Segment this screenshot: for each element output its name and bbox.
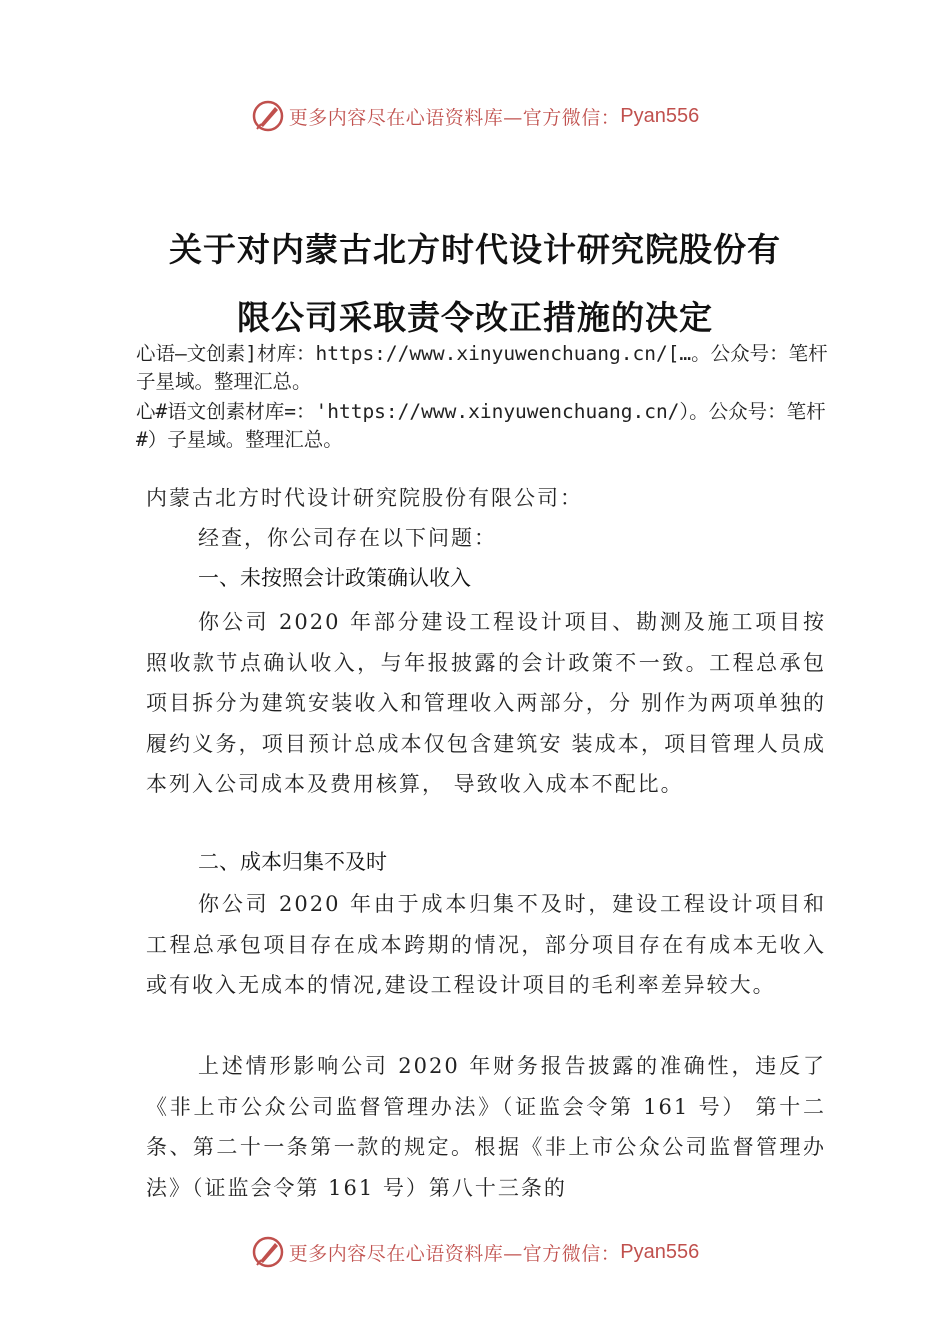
section-heading-1: 一、未按照会计政策确认收入: [198, 566, 471, 590]
paragraph-3: 上述情形影响公司 2020 年财务报告披露的准确性，违反了《非上市公众公司监督管理办法》（证监会令第 161 号） 第十二条、第二十一条第一款的规定。根据《非上市公众公司监督管理办法》（证监会令第 161 号）第八十三条的: [146, 1054, 826, 1200]
intro-line: 经查，你公司存在以下问题：: [198, 526, 497, 550]
paragraph-2: 你公司 2020 年由于成本归集不及时，建设工程设计项目和工程总承包项目存在成本跨期的情况，部分项目存在有成本无收入或有收入无成本的情况,建设工程设计项目的毛利率差异较大。: [146, 892, 826, 997]
document-title-line-2: 限公司采取责令改正措施的决定: [237, 298, 713, 337]
paragraph-1: 你公司 2020 年部分建设工程设计项目、勘测及施工项目按照收款节点确认收入，与年报披露的会计政策不一致。工程总承包项目拆分为建筑安装收入和管理收入两部分，分 别作为两项单独的履约义务，项目预计总成本仅包含建筑安 装成本，项目管理人员成本列入公司成本及费用核算， 导致收入成本不配比。: [146, 610, 826, 796]
header-banner: [0, 96, 950, 136]
quill-logo-icon: [251, 1235, 285, 1269]
banner-text: 更多内容尽在心语资料库—官方微信：: [288, 106, 621, 129]
watermark-line-1: 心语—文创素]材库：https://www.xinyuwenchuang.cn/[…。公众号：笔杆子星域。整理汇总。: [136, 342, 828, 393]
section-heading-2: 二、成本归集不及时: [198, 850, 387, 874]
footer-banner: [0, 1232, 950, 1272]
quill-logo-icon: [251, 99, 285, 133]
watermark-line-2: 心#语文创素材库=：'https://www.xinyuwenchuang.cn/）。公众号：笔杆#）子星域。整理汇总。: [136, 400, 826, 451]
addressee: 内蒙古北方时代设计研究院股份有限公司：: [146, 486, 583, 510]
banner-wechat-id: Pyan556: [620, 1240, 700, 1263]
banner-wechat-id: Pyan556: [620, 104, 700, 127]
document-title-line-1: 关于对内蒙古北方时代设计研究院股份有: [169, 230, 781, 269]
banner-text: 更多内容尽在心语资料库—官方微信：: [288, 1242, 621, 1265]
